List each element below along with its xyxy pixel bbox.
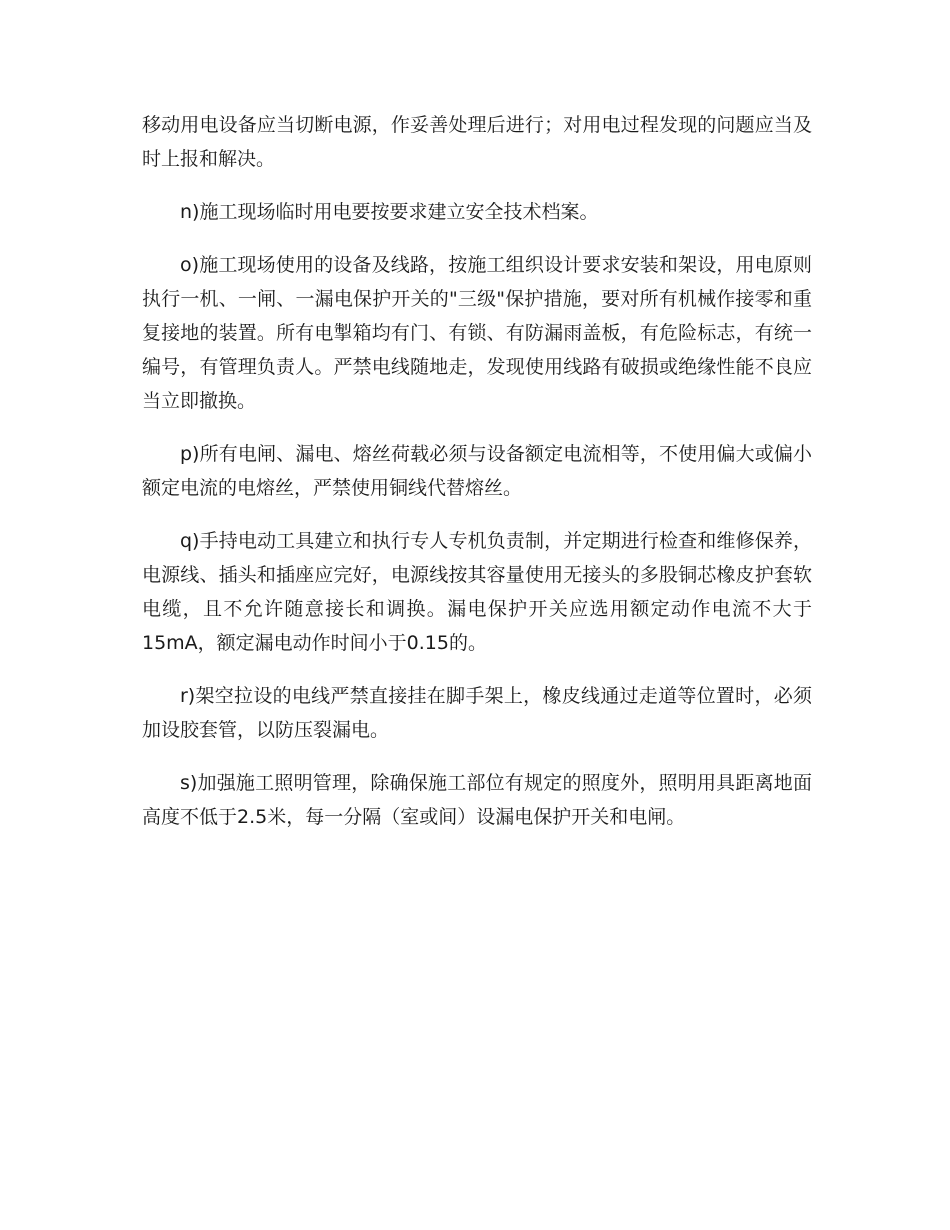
paragraph-o: o)施工现场使用的设备及线路，按施工组织设计要求安装和架设，用电原则执行一机、一闸、一漏电保护开关的"三级"保护措施，要对所有机械作接零和重复接地的装置。所有电掣箱均有门、有锁、有防漏雨盖板，有危险标志，有统一编号，有管理负责人。严禁电线随地走，发现使用线路有破损或绝缘性能不良应当立即撤换。 — [142, 254, 812, 412]
paragraph-p: p)所有电闸、漏电、熔丝荷载必须与设备额定电流相等，不使用偏大或偏小额定电流的电熔丝，严禁使用铜线代替熔丝。 — [142, 443, 812, 499]
paragraph-r: r)架空拉设的电线严禁直接挂在脚手架上，橡皮线通过走道等位置时，必须加设胶套管，以防压裂漏电。 — [142, 685, 812, 741]
paragraph-q: q)手持电动工具建立和执行专人专机负责制，并定期进行检查和维修保养，电源线、插头和插座应完好，电源线按其容量使用无接头的多股铜芯橡皮护套软电缆，且不允许随意接长和调换。漏电保护开关应选用额定动作电流不大于15mA，额定漏电动作时间小于0.15的。 — [142, 530, 812, 654]
paragraph-s: s)加强施工照明管理，除确保施工部位有规定的照度外，照明用具距离地面高度不低于2.5米，每一分隔（室或间）设漏电保护开关和电闸。 — [142, 772, 812, 828]
paragraph-n: n)施工现场临时用电要按要求建立安全技术档案。 — [180, 201, 599, 223]
paragraph-continuation: 移动用电设备应当切断电源，作妥善处理后进行；对用电过程发现的问题应当及时上报和解决。 — [142, 114, 812, 170]
document-body — [142, 108, 812, 853]
